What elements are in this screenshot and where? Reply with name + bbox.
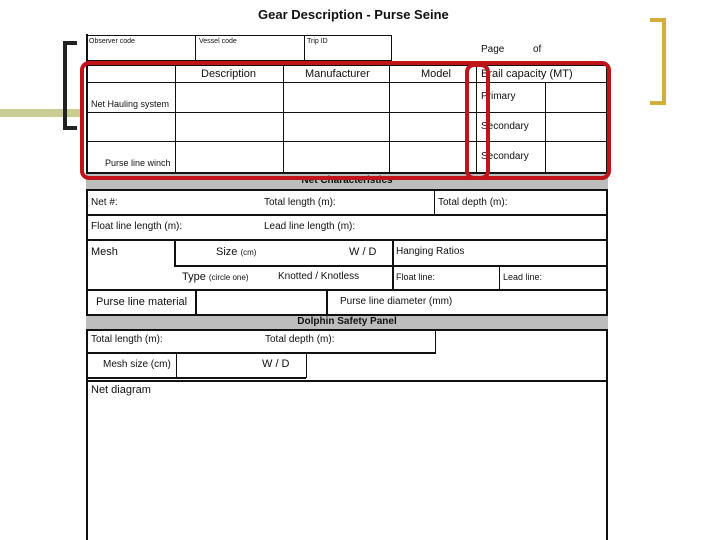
observer-code-label: Observer code: [89, 38, 135, 45]
mesh-wd-label: W / D: [349, 246, 377, 258]
net-row2-bottom: [86, 239, 608, 241]
type-label: [182, 272, 249, 283]
ratio-divider: [499, 265, 500, 290]
dolphin-total-length-label: Total length (m):: [91, 334, 163, 345]
net-row1-bottom: [86, 214, 608, 216]
header-description: Description: [201, 68, 257, 80]
size-label: [216, 247, 256, 258]
purse-line-material-label: Purse line material: [96, 296, 188, 308]
diagram-top: [86, 380, 608, 382]
trip-id-label: Trip ID: [307, 38, 328, 45]
dolphin-row1-bottom: [86, 352, 436, 354]
lead-line-ratio-label: Lead line:: [503, 272, 543, 282]
knotted-options: Knotted / Knotless: [278, 271, 360, 282]
dolphin-row2-bottom: [86, 377, 306, 379]
dolphin-panel-title: Dolphin Safety Panel: [297, 316, 397, 327]
vessel-code-label: Vessel code: [199, 38, 237, 45]
total-depth-label: Total depth (m):: [438, 197, 508, 208]
purse-line-winch-label: Purse line winch: [105, 158, 171, 168]
purse-divider-1: [195, 290, 197, 316]
page-of-label: of: [533, 44, 542, 55]
page-label: Page: [481, 44, 505, 55]
type-word: Type: [182, 271, 206, 283]
header-brail-capacity: Brail capacity (MT): [481, 68, 573, 80]
id-divider-1: [195, 35, 196, 60]
purse-divider-2: [326, 290, 328, 316]
brail-secondary-label-2: Secondary: [481, 151, 529, 162]
dolphin-wd-label: W / D: [262, 358, 290, 370]
type-note: (circle one): [208, 273, 249, 282]
id-divider-2: [304, 35, 305, 60]
float-line-length-label: Float line length (m):: [91, 221, 183, 232]
highlight-brail-column: [465, 63, 490, 180]
net-diagram-label: Net diagram: [91, 384, 151, 396]
header-model: Model: [421, 68, 451, 80]
purse-line-diameter-label: Purse line diameter (mm): [340, 296, 453, 307]
form-title: Gear Description - Purse Seine: [258, 7, 449, 22]
dolphin-mesh-divider: [176, 353, 177, 378]
dolphin-panel-band: [86, 314, 608, 331]
size-unit: (cm): [240, 248, 257, 257]
dolphin-row1-end: [435, 329, 436, 353]
hanging-ratios-label: Hanging Ratios: [396, 246, 465, 257]
id-fields-top: [86, 35, 392, 36]
dolphin-row2-end: [306, 353, 307, 378]
mesh-row-bottom: [86, 289, 608, 291]
brail-secondary-label-1: Secondary: [481, 121, 529, 132]
float-line-ratio-label: Float line:: [396, 272, 436, 282]
net-number-label: Net #:: [91, 197, 118, 208]
mesh-row-mid: [174, 265, 608, 267]
dolphin-total-depth-label: Total depth (m):: [265, 334, 335, 345]
net-hauling-system-label: Net Hauling system: [91, 99, 170, 109]
header-manufacturer: Manufacturer: [305, 68, 370, 80]
size-word: Size: [216, 246, 238, 258]
left-bracket-icon: [63, 41, 77, 130]
net-characteristics-title: Net Characteristics: [301, 175, 393, 186]
lead-line-length-label: Lead line length (m):: [264, 221, 356, 232]
brail-primary-label: Primary: [481, 91, 516, 102]
mesh-divider: [174, 240, 176, 266]
net-row1-divider: [434, 189, 435, 215]
id-divider-3: [391, 35, 392, 60]
dolphin-mesh-size-label: Mesh size (cm): [103, 359, 171, 370]
right-bracket-icon: [650, 18, 666, 105]
mesh-label: Mesh: [91, 246, 118, 258]
total-length-label: Total length (m):: [264, 197, 336, 208]
highlight-gear-table: [80, 61, 611, 180]
